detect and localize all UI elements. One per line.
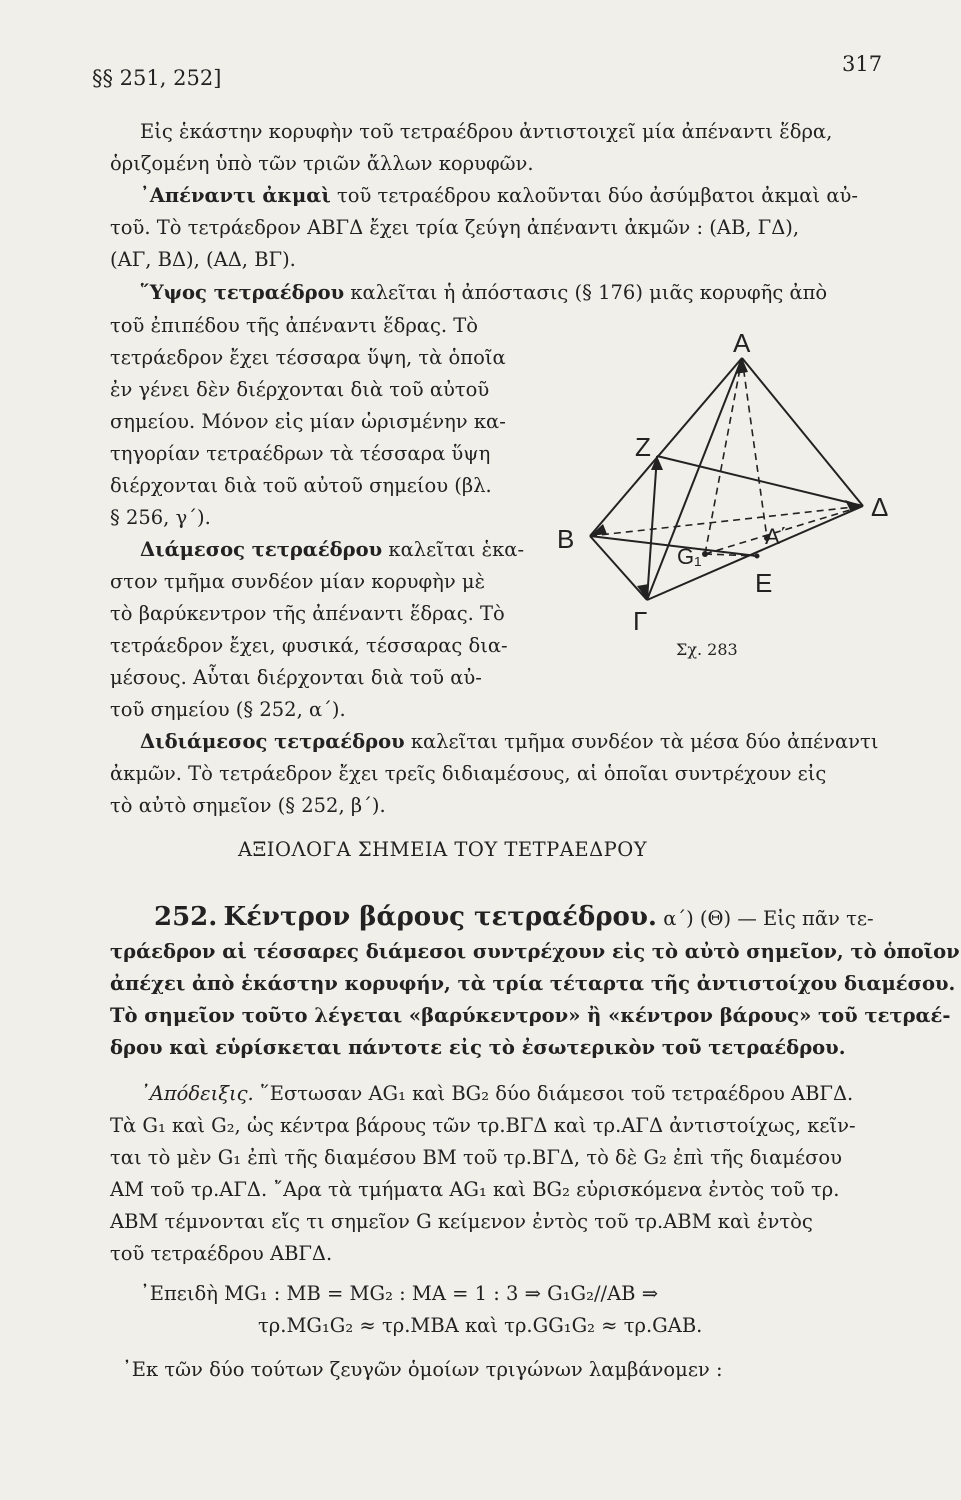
text-line: διέρχονται διὰ τοῦ αὐτοῦ σημείου (βλ.: [110, 474, 492, 497]
proof-line: τοῦ τετραέδρου ΑΒΓΔ.: [110, 1242, 333, 1265]
text-span: καλεῖται τμῆμα συνδέον τὰ μέσα δύο ἀπέναντι: [410, 730, 879, 753]
text-line: ἀκμῶν. Τὸ τετράεδρον ἔχει τρεῖς διδιαμέσους, αἱ ὁποῖαι συντρέχουν εἰς: [110, 762, 827, 785]
label-A-prime: Α΄: [765, 524, 787, 549]
text-line: στον τμῆμα συνδέον μίαν κορυφὴν μὲ: [110, 570, 486, 593]
theorem-number: 252.: [154, 902, 218, 932]
definition-line: [140, 281, 827, 305]
arrow-head: [735, 358, 748, 374]
section-title: ΑΞΙΟΛΟΓΑ ΣΗΜΕΙΑ ΤΟΥ ΤΕΤΡΑΕΔΡΟΥ: [238, 838, 648, 861]
label-A: Α: [733, 328, 751, 358]
equation-line: τρ.ΜG₁G₂ ≈ τρ.ΜΒΑ καὶ τρ.GG₁G₂ ≈ τρ.GΑΒ.: [258, 1314, 703, 1337]
text-span: τοῦ τετραέδρου καλοῦνται δύο ἀσύμβατοι ἀκμαὶ αὐ-: [336, 184, 858, 207]
tetrahedron-diagram: [545, 318, 905, 670]
theorem-line: δρου καὶ εὑρίσκεται πάντοτε εἰς τὸ ἐσωτερικὸν τοῦ τετραέδρου.: [110, 1036, 846, 1059]
tetrahedron-figure: [545, 318, 905, 670]
term-bimedian: Διδιάμεσος τετραέδρου: [140, 730, 405, 753]
text-line: τοῦ ἐπιπέδου τῆς ἀπέναντι ἕδρας. Τὸ: [110, 314, 479, 337]
proof-line: ΑΒΜ τέμνονται εἴς τι σημεῖον G κείμενον ἐντὸς τοῦ τρ.ΑΒΜ καὶ ἐντὸς: [110, 1210, 813, 1233]
theorem-line: Τὸ σημεῖον τοῦτο λέγεται «βαρύκεντρον» ἢ «κέντρον βάρους» τοῦ τετραέ-: [110, 1004, 951, 1027]
text-span: ῞Εστωσαν ΑG₁ καὶ ΒG₂ δύο διάμεσοι τοῦ τετραέδρου ΑΒΓΔ.: [259, 1082, 854, 1105]
term-median: Διάμεσος τετραέδρου: [140, 538, 383, 561]
point-E: [755, 554, 760, 559]
section-reference: §§ 251, 252]: [92, 66, 222, 90]
figure-caption: Σχ. 283: [676, 640, 738, 659]
text-line: σημείου. Μόνον εἰς μίαν ὡρισμένην κα-: [110, 410, 506, 433]
text-span: καλεῖται ἑκα-: [388, 538, 525, 561]
text-line: § 256, γ΄).: [110, 506, 211, 529]
label-D: Δ: [871, 492, 889, 522]
label-B: Β: [557, 524, 575, 554]
edge-AD: [742, 358, 863, 506]
theorem-title: Κέντρον βάρους τετραέδρου.: [223, 902, 657, 932]
text-span: καλεῖται ἡ ἀπόστασις (§ 176) μιᾶς κορυφῆς ἀπὸ: [350, 281, 828, 304]
page-number: 317: [842, 52, 883, 76]
text-line: ὁριζομένη ὑπὸ τῶν τριῶν ἄλλων κορυφῶν.: [110, 152, 534, 175]
proof-line: ΑΜ τοῦ τρ.ΑΓΔ. ῎Αρα τὰ τμήματα ΑG₁ καὶ ΒG₂ εὑρισκόμενα ἐντὸς τοῦ τρ.: [110, 1178, 840, 1201]
term-opposite-edges: ᾿Απέναντι ἀκμαὶ: [140, 184, 331, 207]
text-line: ἐν γένει δὲν διέρχονται διὰ τοῦ αὐτοῦ: [110, 378, 490, 401]
theorem-label: α΄) (Θ) —: [663, 907, 757, 930]
proof-line: [140, 1082, 853, 1106]
median-AG1: [705, 358, 742, 554]
text-line: τετράεδρον ἔχει, φυσικά, τέσσαρας δια-: [110, 634, 508, 657]
definition-line: [140, 184, 858, 208]
text-line: τετράεδρον ἔχει τέσσαρα ὕψη, τὰ ὁποῖα: [110, 346, 506, 369]
label-G1: G₁: [677, 544, 702, 569]
text-line: τὸ βαρύκεντρον τῆς ἀπέναντι ἕδρας. Τὸ: [110, 602, 505, 625]
label-E: Ε: [755, 568, 773, 598]
definition-line: [140, 730, 878, 754]
text-line: τοῦ. Τὸ τετράεδρον ΑΒΓΔ ἔχει τρία ζεύγη ἀπέναντι ἀκμῶν : (ΑΒ, ΓΔ),: [110, 216, 800, 239]
theorem-line: ἀπέχει ἀπὸ ἑκάστην κορυφήν, τὰ τρία τέταρτα τῆς ἀντιστοίχου διαμέσου.: [110, 972, 956, 995]
edge-BD: [590, 506, 863, 536]
text-line: τοῦ σημείου (§ 252, α΄).: [110, 698, 346, 721]
label-Z: Ζ: [635, 432, 651, 462]
text-line: τὸ αὐτὸ σημεῖον (§ 252, β΄).: [110, 794, 386, 817]
text-span: Εἰς πᾶν τε-: [763, 907, 874, 930]
text-line: Εἰς ἑκάστην κορυφὴν τοῦ τετραέδρου ἀντιστοιχεῖ μία ἀπέναντι ἕδρα,: [140, 120, 833, 143]
definition-line: [140, 538, 524, 562]
proof-line: Τὰ G₁ καὶ G₂, ὡς κέντρα βάρους τῶν τρ.ΒΓΔ καὶ τρ.ΑΓΔ ἀντιστοίχως, κεῖν-: [110, 1114, 856, 1137]
point-G1: [702, 551, 708, 557]
edge-AB: [590, 358, 742, 536]
proof-line: ᾿Εκ τῶν δύο τούτων ζευγῶν ὁμοίων τριγώνων λαμβάνομεν :: [122, 1358, 723, 1381]
equation-line: ᾿Επειδὴ ΜG₁ : ΜΒ = ΜG₂ : ΜΑ = 1 : 3 ⇒ G₁G₂//ΑΒ ⇒: [140, 1282, 659, 1305]
label-G: Γ: [633, 606, 648, 636]
theorem-line: τράεδρον αἱ τέσσαρες διάμεσοι συντρέχουν εἰς τὸ αὐτὸ σημεῖον, τὸ ὁποῖον: [110, 940, 960, 963]
text-line: μέσους. Αὗται διέρχονται διὰ τοῦ αὐ-: [110, 666, 482, 689]
theorem-heading: [154, 902, 874, 934]
term-height: ῞Υψος τετραέδρου: [140, 281, 345, 304]
proof-label: ᾿Απόδειξις.: [140, 1082, 254, 1105]
text-line: τηγορίαν τετραέδρων τὰ τέσσαρα ὕψη: [110, 442, 491, 465]
text-line: (ΑΓ, ΒΔ), (ΑΔ, ΒΓ).: [110, 248, 296, 271]
edge-BG: [590, 536, 647, 600]
proof-line: ται τὸ μὲν G₁ ἐπὶ τῆς διαμέσου ΒΜ τοῦ τρ.ΒΓΔ, τὸ δὲ G₂ ἐπὶ τῆς διαμέσου: [110, 1146, 842, 1169]
